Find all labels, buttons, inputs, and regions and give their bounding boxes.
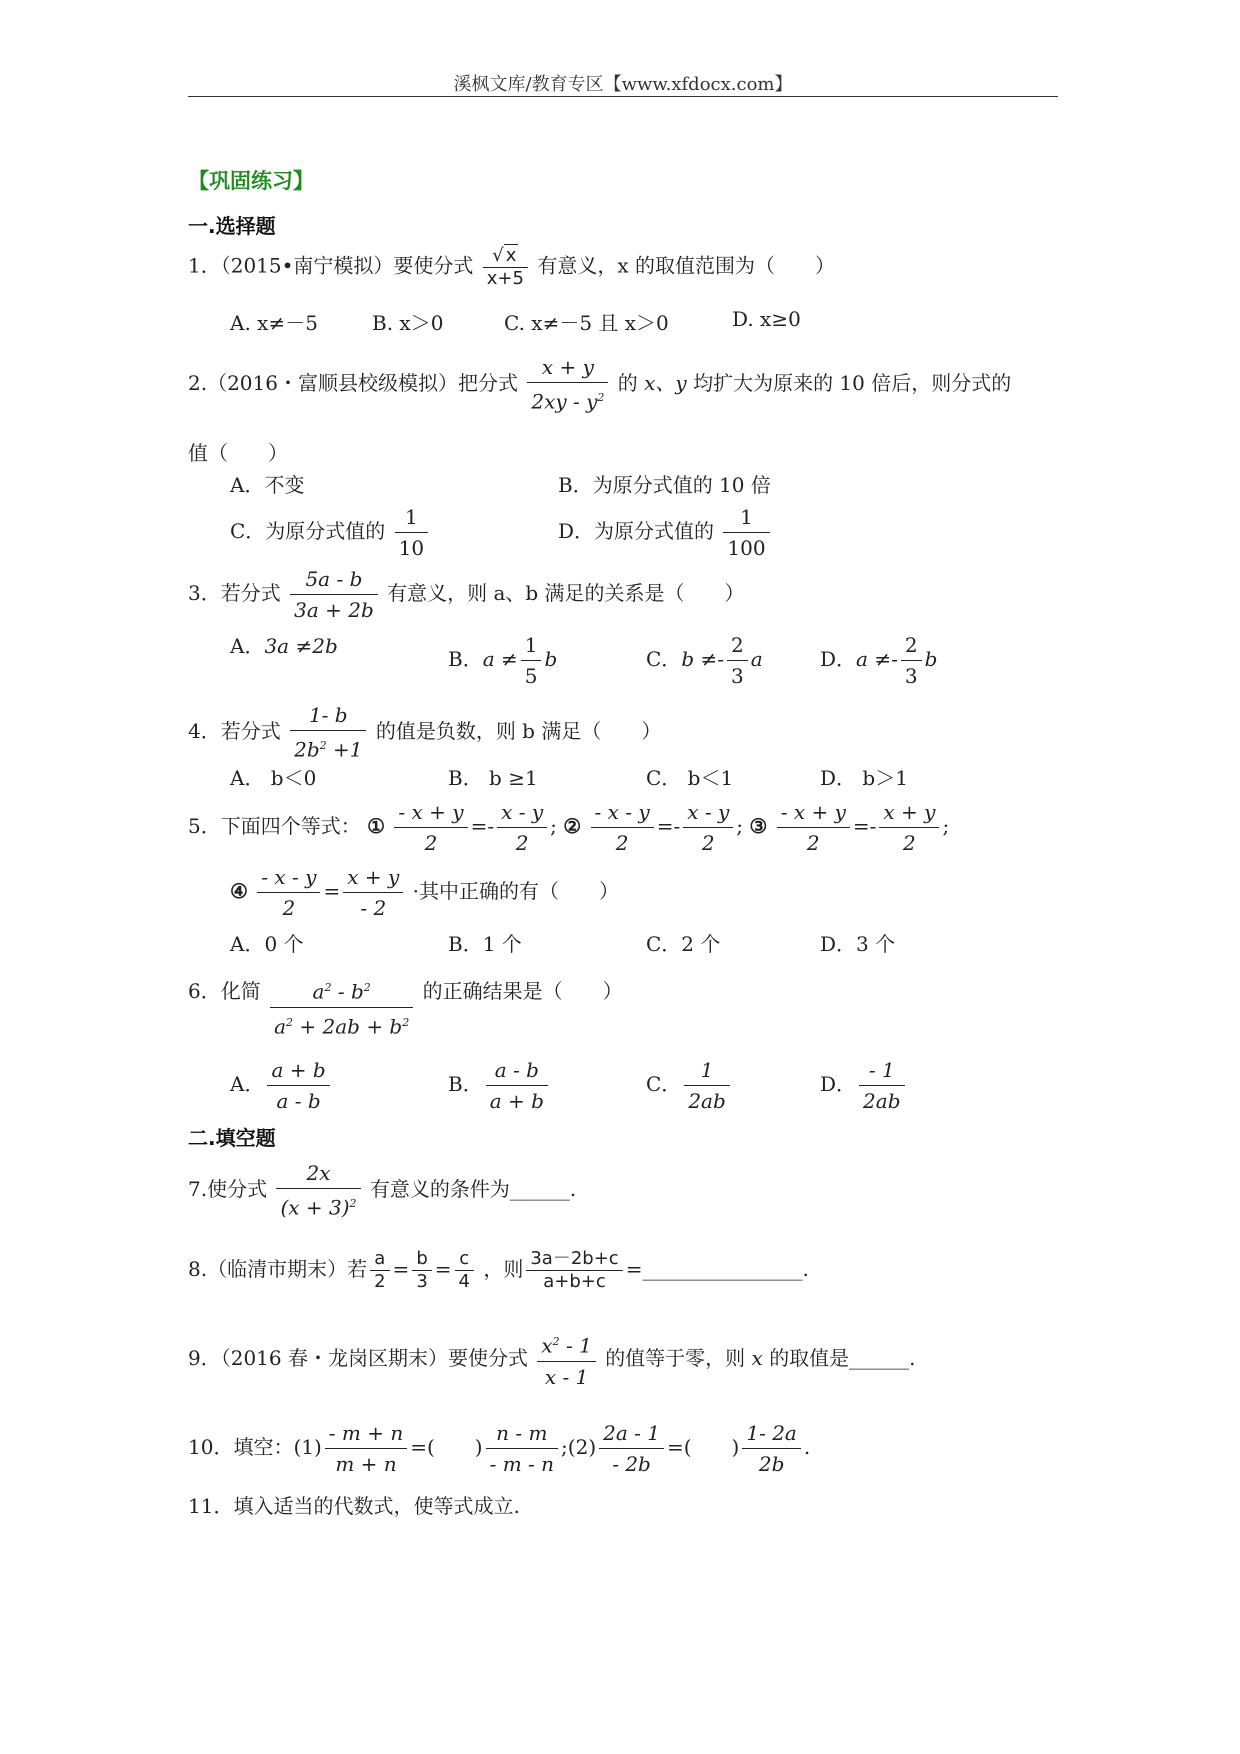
question-2-fraction: $\frac{x + y}{2xy - y^2}$: [527, 352, 608, 417]
q2-option-c: C．为原分式值的 $\frac{1}{10}$: [230, 502, 431, 563]
q3-option-b: B．a ≠ $\frac{1}{5}$ b: [448, 630, 557, 691]
q6-option-a: A． $\frac{a + b}{a - b}$: [230, 1055, 333, 1116]
q3-option-d: D．a ≠- $\frac{2}{3}$ b: [820, 630, 937, 691]
q6-option-c: C． $\frac{1}{2ab}$: [646, 1055, 733, 1116]
question-2-continuation: 值（ ）: [188, 441, 288, 465]
section-title: 【巩固练习】: [188, 169, 314, 193]
q4-option-d: D． b＞1: [820, 766, 908, 790]
q5-option-c: C．2 个: [646, 932, 721, 956]
q1-option-c: C. x≠－5 且 x＞0: [504, 311, 669, 335]
q1-option-d: D. x≥0: [732, 307, 801, 331]
q5-option-a: A．0 个: [230, 932, 304, 956]
q4-option-a: A． b＜0: [230, 766, 317, 790]
q2-option-b: B．为原分式值的 10 倍: [558, 473, 771, 497]
question-1-fraction: $\frac{√ x}{x+5}$: [483, 244, 528, 290]
sqrt-symbol: √ x: [492, 245, 517, 266]
question-4: 4．若分式 $\frac{1- b}{2b^2 +1}$ 的值是负数，则 b 满足（ ）: [188, 700, 661, 765]
q2-option-a: A．不变: [230, 473, 305, 497]
question-9: 9．（2016 春・龙岗区期末）要使分式 $\frac{x^2 - 1}{x - 1}$ 的值等于零，则 x 的取值是______.: [188, 1327, 916, 1392]
question-5: 5．下面四个等式： ① $\frac{- x + y}{2}$ =- $\frac{x - y}{2}$ ; ② $\frac{- x - y}{2}$ =- $\frac{x - y}{2}$ ; ③ $\frac{- x + y}{2}$ =- $\frac{x + y}{2}$ ;: [188, 797, 949, 858]
q3-option-a: A．3a ≠2b: [230, 634, 338, 658]
q3-option-c: C．b ≠- $\frac{2}{3}$ a: [646, 630, 763, 691]
q1-option-b: B. x＞0: [372, 311, 444, 335]
question-8: 8.（临清市期末）若 $\frac{a}{2}$ = $\frac{b}{3}$ = $\frac{c}{4}$ ，则 $\frac{3a-2b+c}{a+b+c}$ =________________.: [188, 1248, 809, 1292]
part2-title: 二.填空题: [188, 1126, 276, 1150]
q4-option-b: B． b ≥1: [448, 766, 538, 790]
q4-option-c: C． b＜1: [646, 766, 734, 790]
header-divider: [188, 96, 1058, 97]
question-7: 7.使分式 $\frac{2x}{(x + 3)^2}$ 有意义的条件为______.: [188, 1158, 576, 1223]
question-10: 10．填空：(1) $\frac{- m + n}{m + n}$ =( ) $\frac{n - m}{- m - n}$ ;(2) $\frac{2a - 1}{- 2b}$ =( ) $\frac{1- 2a}{2b}$ .: [188, 1418, 810, 1479]
question-1: [188, 244, 835, 290]
question-1-suffix: 有意义，x 的取值范围为（ ）: [537, 253, 835, 278]
q5-option-b: B．1 个: [448, 932, 522, 956]
q2-option-d: D．为原分式值的 $\frac{1}{100}$: [558, 502, 773, 563]
question-6: 6．化简 $\frac{a^2 - b^2}{a^2 + 2ab + b^2}$ 的正确结果是（ ）: [188, 975, 623, 1041]
q6-option-b: B． $\frac{a - b}{a + b}$: [448, 1055, 551, 1116]
q6-option-d: D． $\frac{- 1}{2ab}$: [820, 1055, 908, 1116]
question-5-line-2: ④ $\frac{- x - y}{2}$ = $\frac{x + y}{- 2}$ ·其中正确的有（ ）: [230, 862, 619, 923]
q1-option-a: A. x≠－5: [230, 311, 318, 335]
question-2: 2.（2016・富顺县校级模拟）把分式 $\frac{x + y}{2xy - y^2}$ 的 x、y 均扩大为原来的 10 倍后，则分式的: [188, 352, 1011, 417]
page-header: 溪枫文库/教育专区【www.xfdocx.com】: [453, 74, 793, 95]
question-11: 11．填入适当的代数式，使等式成立.: [188, 1494, 520, 1518]
question-1-prefix: 1．（2015•南宁模拟）要使分式: [188, 253, 474, 278]
part1-title: 一.选择题: [188, 214, 276, 238]
question-3: 3．若分式 $\frac{5a - b}{3a + 2b}$ 有意义，则 a、b 满足的关系是（ ）: [188, 564, 745, 625]
q5-option-d: D．3 个: [820, 932, 896, 956]
